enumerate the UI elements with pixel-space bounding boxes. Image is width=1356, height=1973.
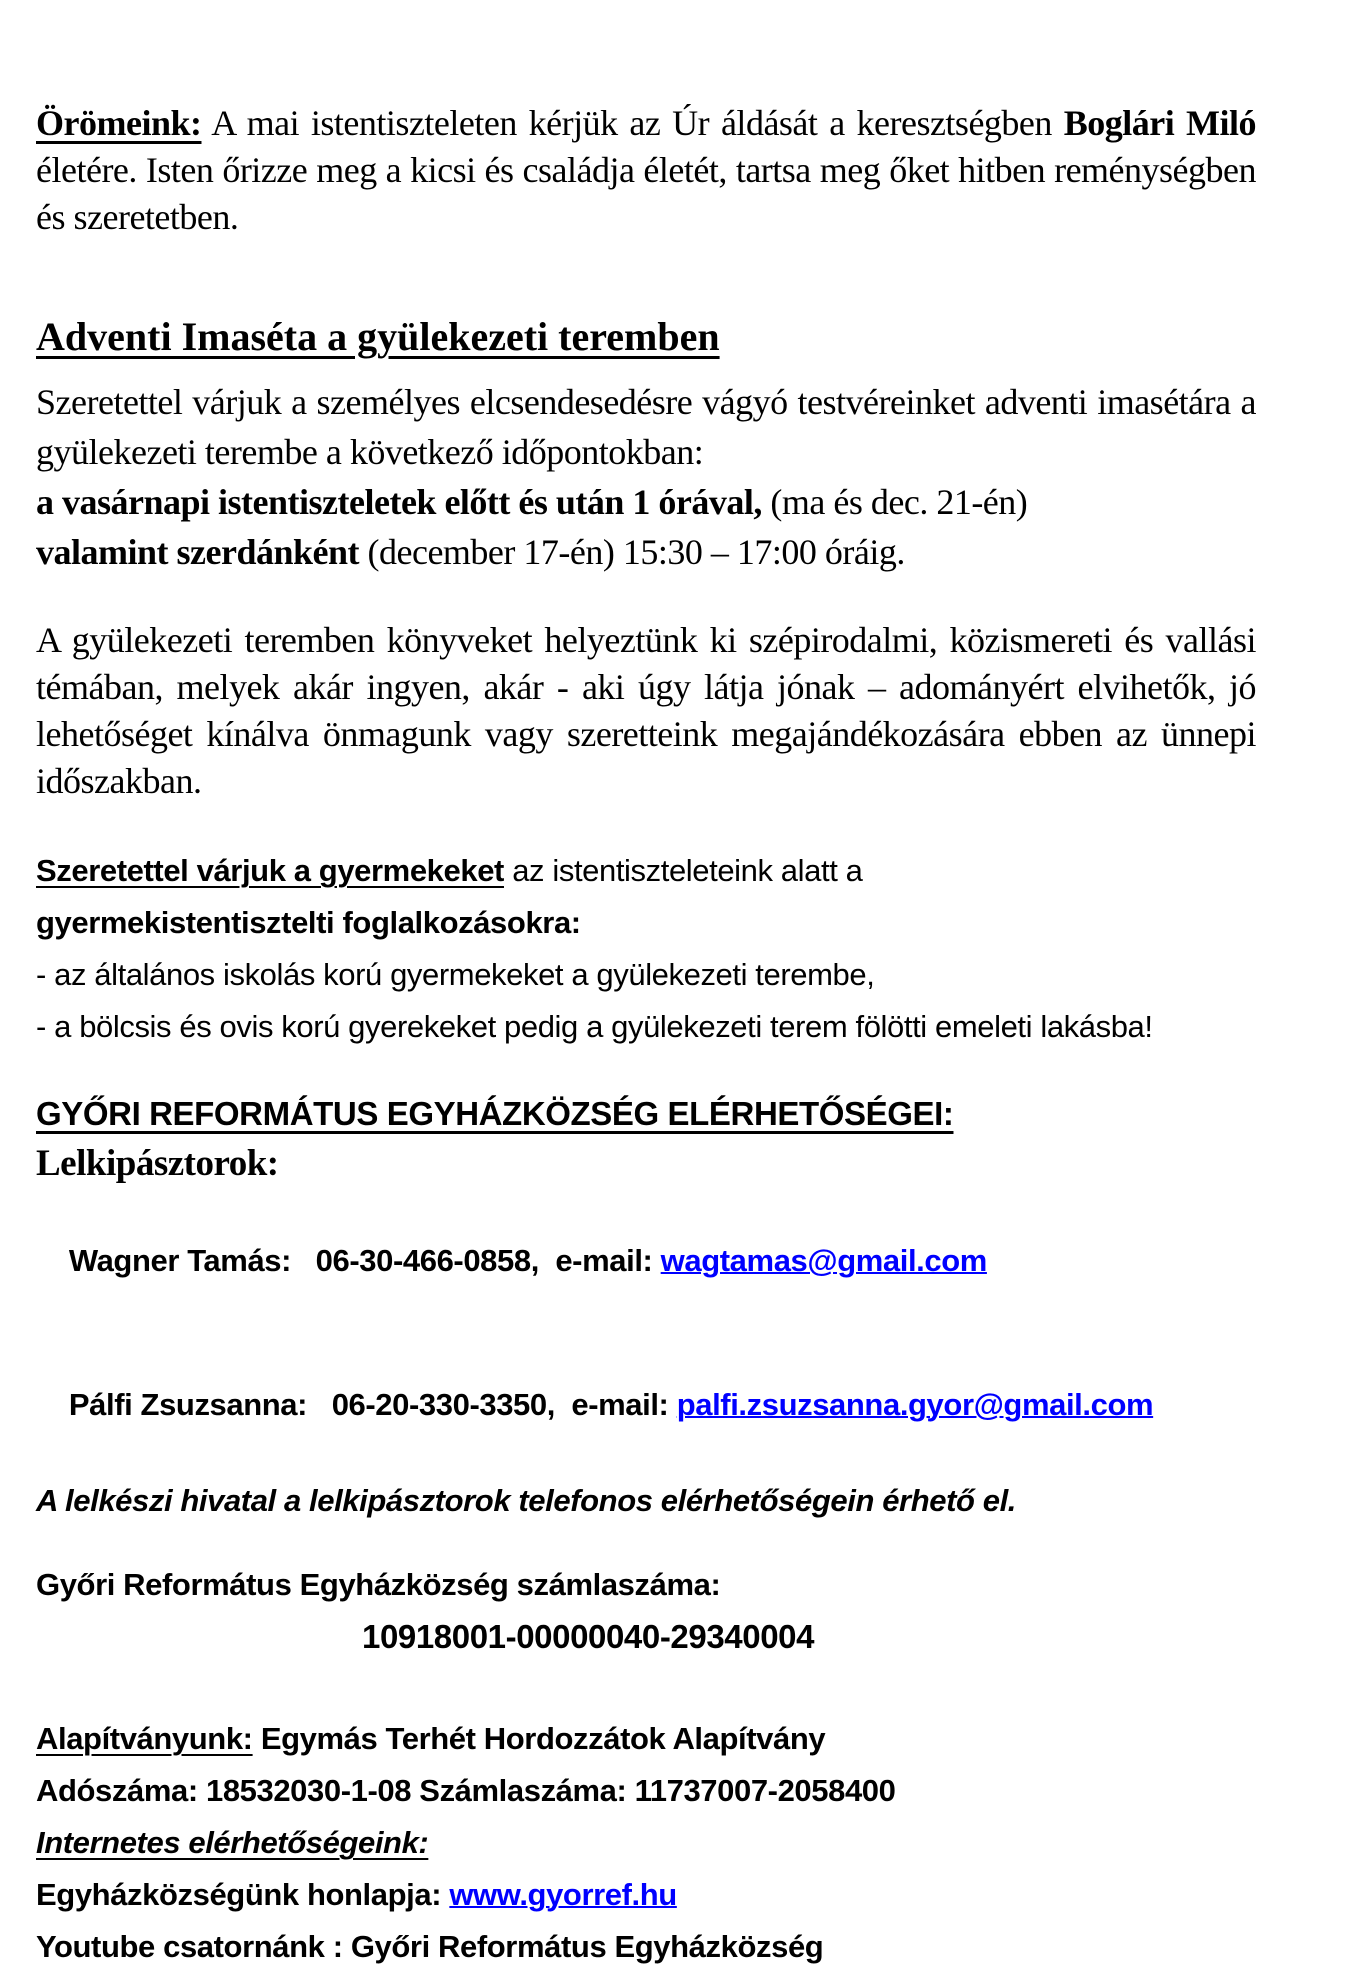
honlap-line xyxy=(36,1869,1256,1921)
adoszam-line: Adószáma: 18532030-1-08 Számlaszáma: 11737007-2058400 xyxy=(36,1773,896,1808)
pastor1-email-link[interactable]: wagtamas@gmail.com xyxy=(660,1243,987,1278)
pastor2-email-link[interactable]: palfi.zsuzsanna.gyor@gmail.com xyxy=(676,1387,1154,1422)
oromeink-name: Boglári Miló xyxy=(1063,103,1256,143)
elerhetosegek-heading: GYŐRI REFORMÁTUS EGYHÁZKÖZSÉG ELÉRHETŐSÉGEI: xyxy=(36,1095,954,1132)
adventi-heading-text: Adventi Imaséta a gyülekezeti teremben xyxy=(36,314,720,359)
internet-heading xyxy=(36,1817,1256,1869)
website-link[interactable]: www.gyorref.hu xyxy=(449,1877,677,1912)
section-adventi xyxy=(36,377,1256,577)
website-label: Egyházközségünk honlapja: xyxy=(36,1877,450,1912)
gyermekek-line1 xyxy=(36,845,1256,897)
pastor1-label: Wagner Tamás: 06-30-466-0858, e-mail: xyxy=(68,1243,661,1278)
adventi-reg2: (december 17-én) 15:30 – 17:00 óráig. xyxy=(359,532,905,572)
gyermekek-item2: - a bölcsis és ovis korú gyerekeket pedig a gyülekezeti terem fölötti emeleti lakásba! xyxy=(36,1009,1153,1044)
adventi-heading xyxy=(36,313,1256,361)
alapitvany-line xyxy=(36,1713,1256,1765)
adventi-line1: Szeretettel várjuk a személyes elcsendesedésre vágyó testvéreinket adventi imasétára a gyülekezeti terembe a következő időpontokban: xyxy=(36,382,1256,472)
adventi-reg1: (ma és dec. 21-én) xyxy=(761,482,1028,522)
hivatal-note: A lelkészi hivatal a lelkipásztorok telefonos elérhetőségein érhető el. xyxy=(36,1483,1017,1518)
gyermekek-line2: gyermekistentisztelti foglalkozásokra: xyxy=(36,905,581,940)
section-konyvek xyxy=(36,617,1256,805)
lelkipasztorok-subheading: Lelkipásztorok: xyxy=(36,1143,279,1184)
adventi-bold1: a vasárnapi istentiszteletek előtt és után 1 órával, xyxy=(36,482,762,522)
szamlaszam-number: 10918001-00000040-29340004 xyxy=(362,1618,815,1655)
pastor2-line xyxy=(36,1333,1256,1477)
gyermekek-line1-rest: az istentiszteleteink alatt a xyxy=(503,853,863,888)
oromeink-intro: A mai istentiszteleten kérjük az Úr áldását a keresztségben xyxy=(201,103,1064,143)
pastor2-label: Pálfi Zsuzsanna: 06-20-330-3350, e-mail: xyxy=(68,1387,677,1422)
gyermekek-item1: - az általános iskolás korú gyermekeket a gyülekezeti terembe, xyxy=(36,957,875,992)
youtube-line: Youtube csatornánk : Győri Református Egyházközség xyxy=(36,1929,824,1964)
konyvek-text: A gyülekezeti teremben könyveket helyeztünk ki szépirodalmi, közismereti és vallási témában, melyek akár ingyen, akár - aki úgy látja jónak – adományért elvihetők, jó lehetőséget kínálva önmagunk vagy szeretteink megajándékozására ebben az ünnepi időszakban. xyxy=(36,620,1256,801)
szamlaszam-label: Győri Református Egyházközség számlaszáma: xyxy=(36,1567,721,1602)
internet-heading-text: Internetes elérhetőségeink: xyxy=(36,1825,429,1860)
adventi-bold2: valamint szerdánként xyxy=(36,532,359,572)
oromeink-rest: életére. Isten őrizze meg a kicsi és családja életét, tartsa meg őket hitben reménységben és szeretetben. xyxy=(36,150,1256,237)
pastor1-line xyxy=(36,1189,1256,1333)
gyermekek-bold-underline: Szeretettel várjuk a gyermekeket xyxy=(36,853,504,888)
section-gyermekek xyxy=(36,845,1256,1053)
alapitvany-name: Egymás Terhét Hordozzátok Alapítvány xyxy=(252,1721,826,1756)
section-oromeink xyxy=(36,100,1256,241)
oromeink-heading: Örömeink: xyxy=(36,103,202,143)
alapitvany-label: Alapítványunk: xyxy=(36,1721,253,1756)
